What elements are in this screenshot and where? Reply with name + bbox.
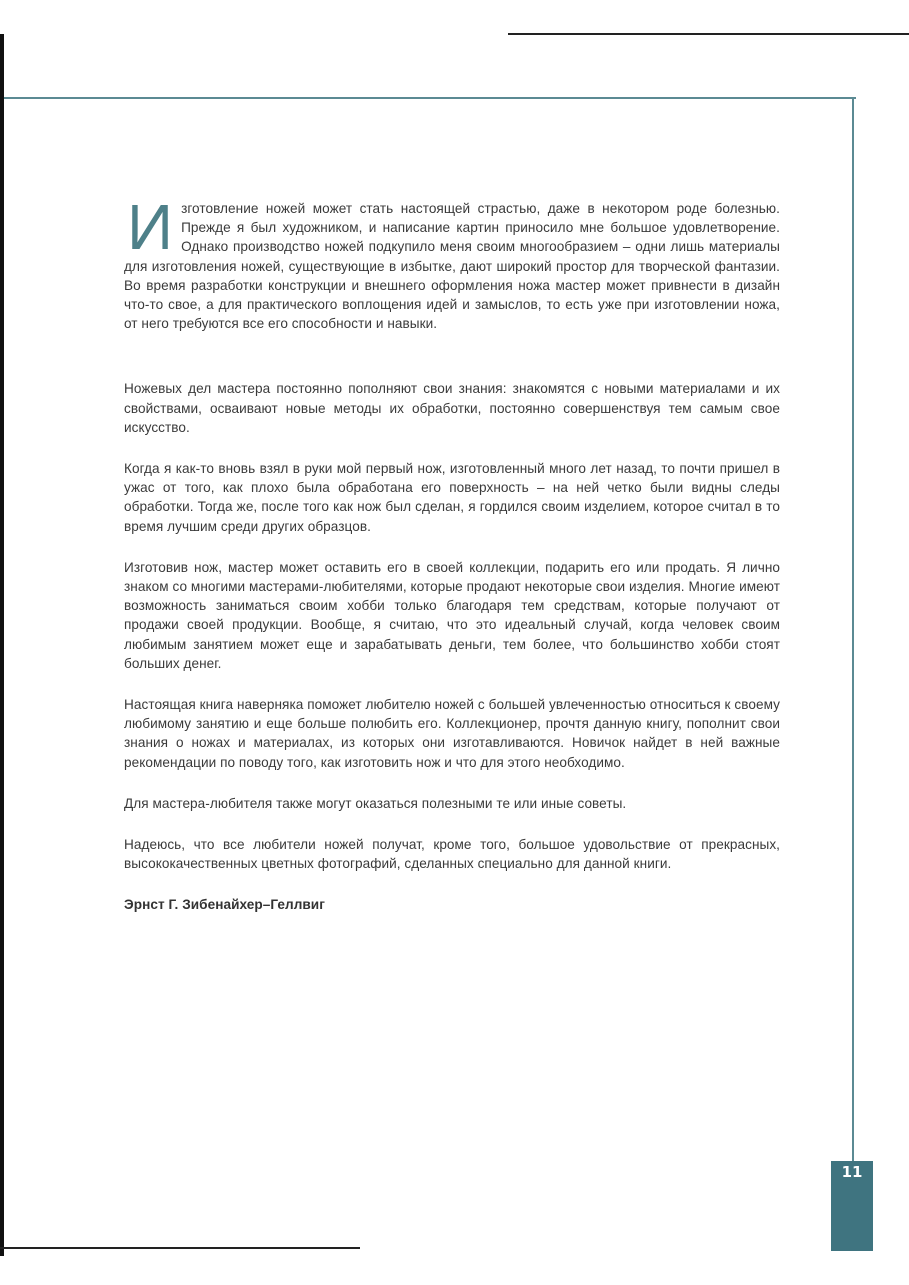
paragraph-6: Надеюсь, что все любители ножей получат, кроме того, большое удовольствие от прекрасных, высококачественных цветных фотографий, сделанных специально для данной книги. (124, 837, 780, 872)
paragraph-1: Ножевых дел мастера постоянно пополняют свои знания: знакомятся с новыми материалами и их свойствами, осваивают новые методы их обработки, постоянно совершенствуя тем самым свое искусство. (124, 381, 780, 435)
paragraph-3: Изготовив нож, мастер может оставить его в своей коллекции, подарить его или продать. Я лично знаком со многими мастерами-любителями, которые продают некоторые свои изделия. Многие имеют возможность заниматься своим хобби только благодаря тем средствам, которые получают от продажи своей продукции. Вообще, я считаю, что это идеальный случай, когда человек своим любимым занятием может еще и зарабатывать деньги, тем более, что большинство хобби стоят больших денег. (124, 559, 780, 671)
intro-paragraph (124, 191, 780, 333)
paragraph-2: Когда я как-то вновь взял в руки мой первый нож, изготовленный много лет назад, то почти пришел в ужас от того, как плохо была обработана его поверхность – на ней четко были видны следы обработки. Тогда же, после того как нож был сделан, я гордился своим изделием, которое считал в то время лучшим среди других образцов. (124, 461, 780, 534)
paragraph-4: Настоящая книга наверняка поможет любителю ножей с большей увлеченностью относиться к своему любимому занятию и еще больше полюбить его. Коллекционер, прочтя данную книгу, пополнит свои знания о ножах и материалах, из которых они изготавливаются. Новичок найдет в ней важные рекомендации по поводу того, как изготовить нож и что для этого необходимо. (124, 697, 780, 770)
paragraph-5: Для мастера-любителя также могут оказаться полезными те или иные советы. (124, 795, 627, 811)
intro-text: зготовление ножей может стать настоящей страстью, даже в некотором роде болезнью. Прежде я был художником, и написание картин приносило мне большое удовлетворение. Однако производство ножей подкупило меня своим многообразием – одни лишь материалы для изготовления ножей, существующие в избытке, дают широкий простор для творческой фантазии. Во время разработки конструкции и внешнего оформления ножа мастер может привнести в дизайн что-то свое, а для практического воплощения идей и замыслов, то есть уже при изготовлении ножа, от него требуются все его способности и навыки. (124, 201, 780, 332)
drop-cap: И (127, 191, 174, 263)
scan-edge-left (0, 34, 4, 1256)
author-signature: Эрнст Г. Зибенайхер–Геллвиг (124, 897, 325, 913)
article-body (124, 191, 780, 937)
scan-line-top (508, 33, 909, 35)
page-number: 11 (841, 1163, 863, 1181)
scan-line-bottom (0, 1247, 360, 1249)
page-frame-right-rule (852, 97, 854, 1162)
page-frame-top-rule (4, 97, 856, 99)
